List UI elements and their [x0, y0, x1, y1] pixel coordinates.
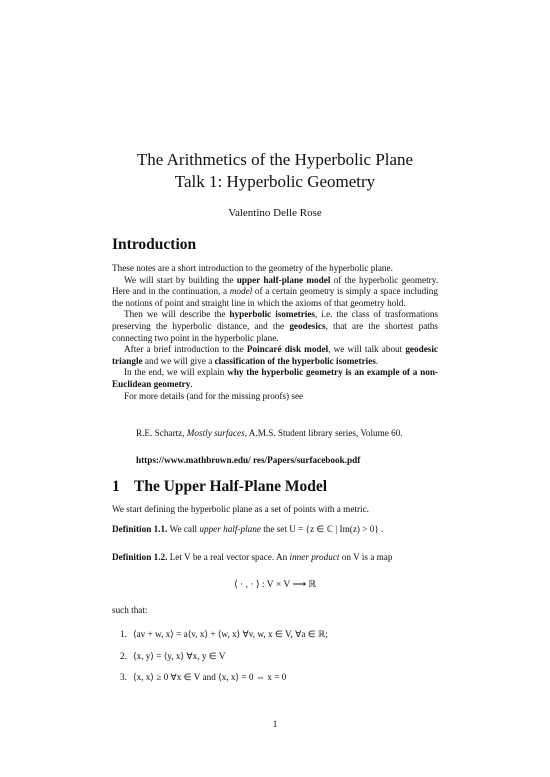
author: Valentino Delle Rose [228, 207, 322, 219]
inner-product-map: ⟨ · , · ⟩ : V × V ⟶ ℝ [233, 580, 317, 590]
title-line-2: Talk 1: Hyperbolic Geometry [174, 172, 376, 191]
page-number: 1 [272, 720, 278, 730]
intro-heading: Introduction [112, 236, 197, 253]
intro-p2: We will start by building the upper half-plane model of the hyperbolic geometry. Here and in the continuation, a model of a certain geometry is simply a space including the notions of point and straight line in which the axioms of that geometry hold. [112, 274, 438, 308]
definition-1-2: Definition 1.2. Let V be a real vector space. An inner product on V is a map [112, 552, 393, 562]
property-item-2: 2. ⟨x, y⟩ = ⟨y, x⟩ ∀x, y ∈ V [120, 651, 226, 661]
intro-p1: These notes are a short introduction to the geometry of the hyperbolic plane. [112, 263, 393, 273]
intro-p4: After a brief introduction to the Poincaré disk model, we will talk about geodesic triangle and we will give a classification of the hyperbolic isometries. [112, 344, 438, 366]
intro-body [112, 263, 438, 402]
reference-url[interactable]: https://www.mathbrown.edu/ res/Papers/surfacebook.pdf [136, 455, 361, 465]
section-1-intro: We start defining the hyperbolic plane as a set of points with a metric. [112, 504, 369, 514]
section-1-heading: 1 The Upper Half-Plane Model [112, 478, 328, 495]
property-item-3: 3. ⟨x, x⟩ ≥ 0 ∀x ∈ V and ⟨x, x⟩ = 0 ⇔ x = 0 [120, 672, 287, 682]
intro-p3: Then we will describe the hyperbolic isometries, i.e. the class of trasformations preserving the hyperbolic distance, and the geodesics, that are the shortest paths connecting two point in the hyperbolic plane. [112, 309, 439, 343]
intro-p5: In the end, we will explain why the hyperbolic geometry is an example of a non-Euclidean geometry. [112, 367, 438, 389]
such-that: such that: [112, 605, 148, 615]
definition-1-1: Definition 1.1. We call upper half-plane the set U = {z ∈ ℂ | Im(z) > 0} . [112, 524, 384, 534]
reference: R.E. Schartz, Mostly surfaces, A.M.S. Student library series, Volume 60. [136, 428, 403, 438]
title-line-1: The Arithmetics of the Hyperbolic Plane [136, 150, 414, 169]
property-item-1: 1. ⟨av + w, x⟩ = a⟨v, x⟩ + ⟨w, x⟩ ∀v, w, x ∈ V, ∀a ∈ ℝ; [120, 629, 328, 639]
intro-p6: For more details (and for the missing proofs) see [124, 390, 304, 401]
